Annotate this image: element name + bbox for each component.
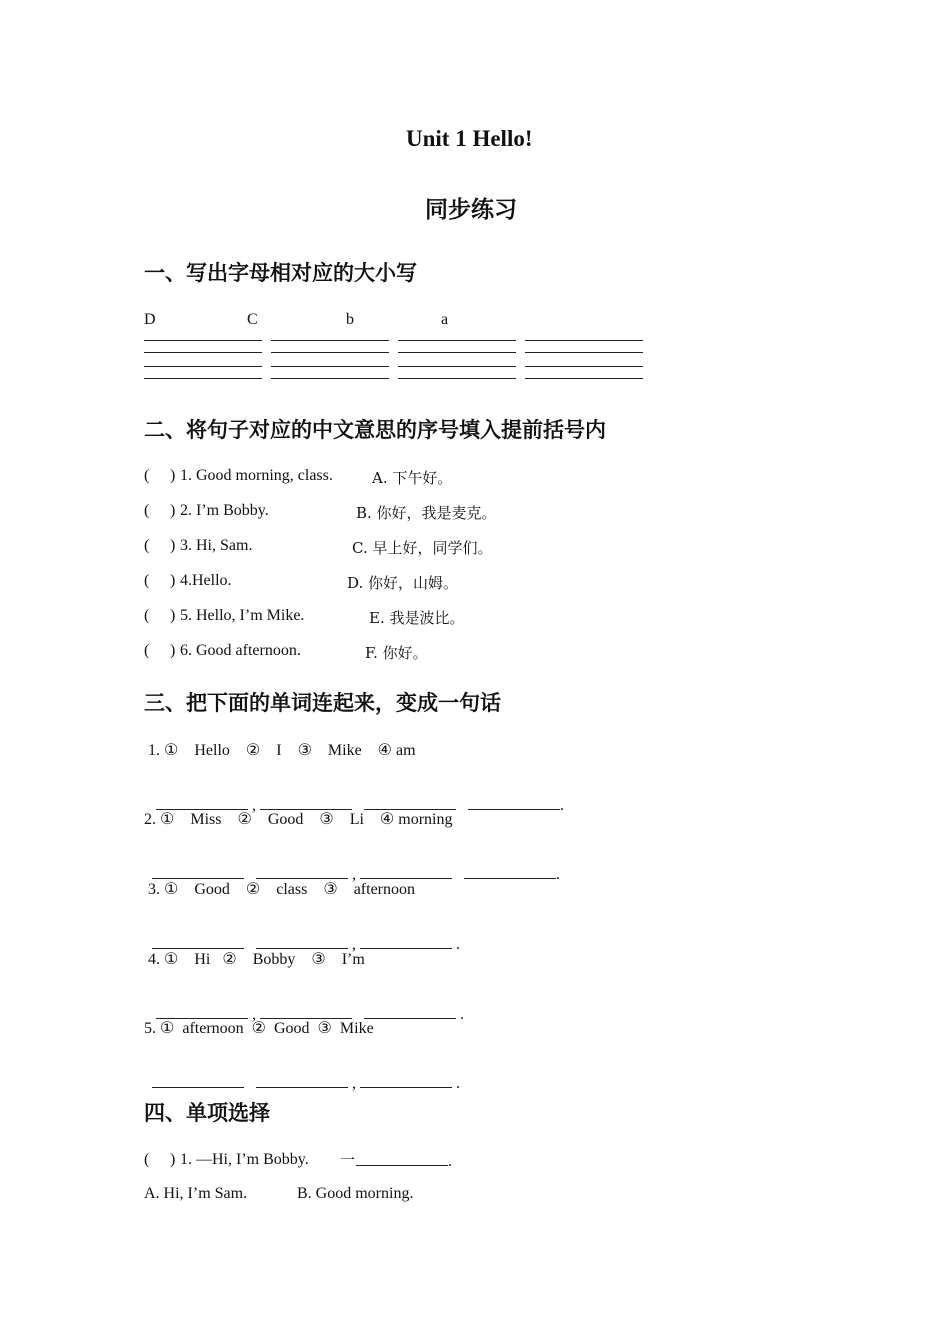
answer-bracket-close: ) <box>170 537 176 554</box>
answer-bracket-open[interactable]: ( <box>144 1151 150 1168</box>
question-prompt: 1. —Hi, I’m Bobby. <box>180 1151 309 1168</box>
writing-line <box>525 352 643 353</box>
answer-bracket-open[interactable]: ( <box>144 502 150 519</box>
chinese-meaning: D. 你好，山姆。 <box>347 574 459 592</box>
page-title: Unit 1 Hello! <box>406 126 533 151</box>
writing-line <box>398 340 516 341</box>
section4-heading: 四、单项选择 <box>144 1100 270 1125</box>
option-a[interactable]: A. Hi, I’m Sam. <box>144 1185 248 1202</box>
chinese-meaning: B. 你好，我是麦克。 <box>356 504 497 522</box>
chinese-meaning: A. 下午好。 <box>372 469 453 487</box>
answer-bracket-open[interactable]: ( <box>144 607 150 624</box>
english-sentence: 6. Good afternoon. <box>180 642 301 659</box>
section2-heading: 二、将句子对应的中文意思的序号填入提前括号内 <box>144 417 606 442</box>
letter-d: D <box>144 311 156 328</box>
word-list: 4. ① Hi ② Bobby ③ I’m <box>148 951 365 968</box>
option-b[interactable]: B. Good morning. <box>297 1185 414 1202</box>
writing-line <box>271 378 389 379</box>
writing-line <box>525 366 643 367</box>
english-sentence: 2. I’m Bobby. <box>180 502 269 519</box>
writing-line <box>144 366 262 367</box>
writing-line <box>398 366 516 367</box>
word-list: 1. ① Hello ② I ③ Mike ④ am <box>148 742 416 759</box>
english-sentence: 1. Good morning, class. <box>180 467 333 484</box>
writing-line <box>525 378 643 379</box>
answer-bracket-close: ) <box>170 642 176 659</box>
chinese-meaning: F. 你好。 <box>365 644 428 662</box>
chinese-meaning: E. 我是波比。 <box>369 609 465 627</box>
letter-b: b <box>346 311 354 328</box>
letter-c: C <box>247 311 258 328</box>
answer-bracket-close: ) <box>170 467 176 484</box>
english-sentence: 4.Hello. <box>180 572 232 589</box>
page-subtitle: 同步练习 <box>425 196 517 223</box>
answer-bracket-close: ) <box>170 502 176 519</box>
writing-line <box>271 352 389 353</box>
reply-blank[interactable]: . <box>356 1151 452 1171</box>
word-list: 3. ① Good ② class ③ afternoon <box>148 881 415 898</box>
answer-bracket-open[interactable]: ( <box>144 642 150 659</box>
answer-line[interactable]: , . <box>144 846 560 884</box>
writing-line <box>271 340 389 341</box>
answer-line[interactable]: , . <box>148 986 464 1024</box>
writing-line <box>271 366 389 367</box>
section3-heading: 三、把下面的单词连起来，变成一句话 <box>144 690 501 715</box>
word-list: 5. ① afternoon ② Good ③ Mike <box>144 1020 374 1037</box>
writing-line <box>525 340 643 341</box>
answer-line[interactable]: , . <box>148 777 564 815</box>
writing-line <box>144 352 262 353</box>
writing-line <box>398 352 516 353</box>
word-list: 2. ① Miss ② Good ③ Li ④ morning <box>144 811 453 828</box>
answer-line[interactable]: , . <box>144 916 460 954</box>
english-sentence: 5. Hello, I’m Mike. <box>180 607 305 624</box>
writing-line <box>144 378 262 379</box>
chinese-meaning: C. 早上好，同学们。 <box>352 539 493 557</box>
writing-line <box>398 378 516 379</box>
answer-bracket-open[interactable]: ( <box>144 537 150 554</box>
answer-bracket-open[interactable]: ( <box>144 467 150 484</box>
english-sentence: 3. Hi, Sam. <box>180 537 253 554</box>
answer-bracket-close: ) <box>170 572 176 589</box>
answer-bracket-open[interactable]: ( <box>144 572 150 589</box>
letter-a: a <box>441 311 449 328</box>
section1-heading: 一、写出字母相对应的大小写 <box>144 260 417 285</box>
writing-line <box>144 340 262 341</box>
answer-bracket-close: ) <box>170 1151 176 1168</box>
answer-bracket-close: ) <box>170 607 176 624</box>
reply-dash: 一 <box>340 1151 356 1169</box>
answer-line[interactable]: , . <box>144 1055 460 1093</box>
